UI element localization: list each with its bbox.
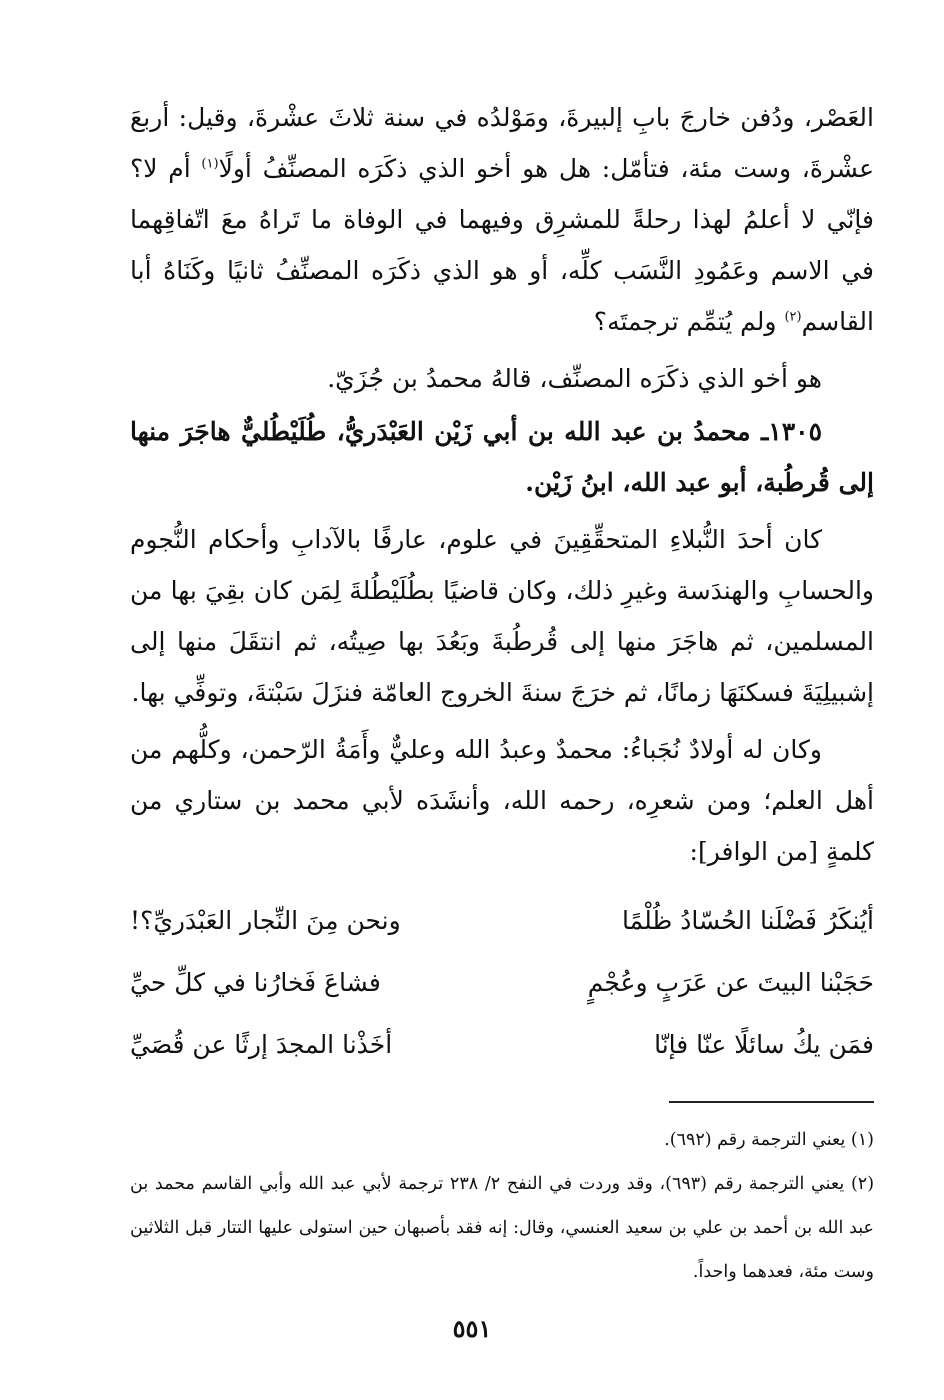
verse-first-hemistich: حَجَبْنا البيتَ عن عَرَبٍ وعُجْمٍ [587, 967, 874, 997]
verse-first-hemistich: فمَن يكُ سائلًا عنّا فإنّا [654, 1029, 874, 1059]
family-paragraph: وكان له أولادٌ نُجَباءُ: محمدٌ وعبدُ الله وعليٌّ وأَمَةُ الرّحمن، وكلُّهم من أهل العلم؛ ومن شعرِه، رحمه الله، وأنشَدَه لأبي محمد بن ستاري من كلمةٍ [من الوافر]: [130, 735, 874, 866]
verse-first-hemistich: أيُنكَرُ فَضْلَنا الحُسّادُ ظُلْمًا [622, 905, 874, 935]
paragraph-continuation [130, 92, 874, 347]
footnotes-block [130, 1118, 874, 1294]
verse-second-hemistich: ونحن مِنَ النِّجار العَبْدَريِّ؟! [130, 905, 401, 935]
paragraph-text: أم لا؟ فإنّي لا أعلمُ لهذا رحلةً للمشرِق وفيهما في الوفاة ما تَراهُ معَ اتّفاقِهما في الاسم وعَمُودِ النَّسَب كلِّه، أو هو الذي ذكَرَه المصنِّفُ ثانيًا وكَنَاهُ أبا القاسم [130, 154, 874, 336]
poem-verse [130, 951, 874, 1013]
poem-verse [130, 889, 874, 951]
paragraph-text: ولم يُتمِّم ترجمتَه؟ [593, 307, 785, 336]
paragraph-text: العَصْر، ودُفن خارجَ بابِ إلبيرةَ، ومَوْلدُه في سنة ثلاثَ عشْرةَ، وقيل: أربعَ عشْرةَ، وست مئة، فتأمّل: هل هو أخو الذي ذكَرَه المصنِّفُ أولًا [130, 103, 874, 183]
entry-heading: ١٣٠٥ـ محمدُ بن عبد الله بن أبي زَيْن العَبْدَريُّ، طُلَيْطُليٌّ هاجَرَ منها إلى قُرطُبة، أبو عبد الله، ابنُ زَيْن. [130, 417, 874, 497]
footnote-2: (٢) يعني الترجمة رقم (٦٩٣)، وقد وردت في النفح ٢/ ٢٣٨ ترجمة لأبي عبد الله وأبي القاسم محمد بن عبد الله بن أحمد بن علي بن سعيد العنسي، وقال: إنه فقد بأصبهان حين استولى عليها التتار قبل الثلاثين وست مئة، فعدهما واحداً. [130, 1174, 875, 1282]
footnote-marker-1: (١) [201, 156, 219, 172]
biography-paragraph: كان أحدَ النُّبلاءِ المتحقِّقِينَ في علوم، عارفًا بالآدابِ وأحكام النُّجوم والحسابِ والهندَسة وغيرِ ذلك، وكان قاضيًا بطُلَيْطُلةَ لِمَن كان بقِيَ بها من المسلمين، ثم هاجَرَ منها إلى قُرطُبةَ وبَعُدَ بها صِيتُه، ثم انتقَلَ منها إلى إشبيلِيَةَ فسكنَهَا زمانًا، ثم خرَجَ سنةَ الخروج العامّة فنزَلَ سَبْتةَ، وتوفِّي بها. [130, 525, 874, 707]
verse-second-hemistich: أخَذْنا المجدَ إرثًا عن قُصَيِّ [130, 1029, 393, 1059]
poem-verse [130, 1013, 874, 1075]
page-number: ٥٥١ [452, 1314, 492, 1343]
footnote-marker-2: (٢) [784, 309, 802, 325]
verse-second-hemistich: فشاعَ فَخارُنا في كلِّ حيِّ [130, 967, 381, 997]
footnote-1: (١) يعني الترجمة رقم (٦٩٢). [664, 1130, 874, 1150]
main-text-block [130, 92, 874, 1075]
editor-note-paragraph: هو أخو الذي ذكَرَه المصنِّف، قالهُ محمدُ بن جُزَيّ. [327, 364, 822, 393]
footnote-separator [669, 1101, 874, 1103]
poem [130, 889, 874, 1075]
